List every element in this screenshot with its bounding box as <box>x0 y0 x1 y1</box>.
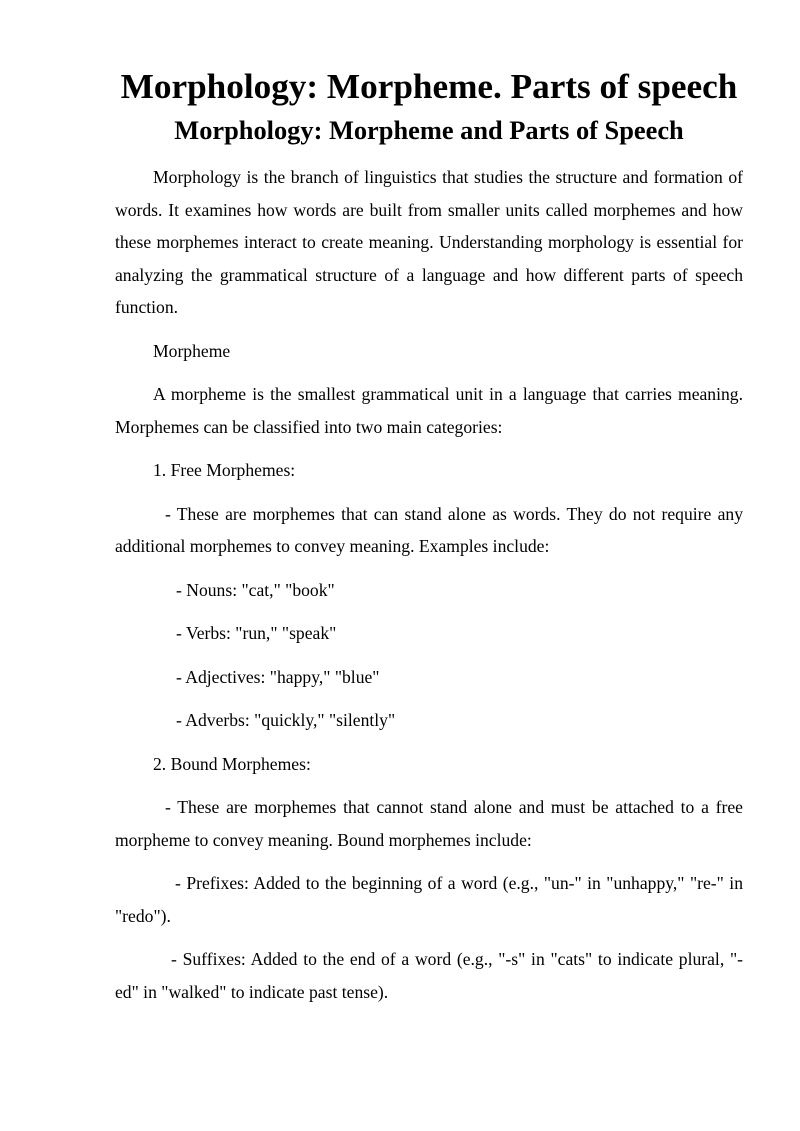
free-example-adverbs: - Adverbs: "quickly," "silently" <box>176 710 396 730</box>
free-morphemes-heading: 1. Free Morphemes: <box>153 460 296 480</box>
free-example-nouns: - Nouns: "cat," "book" <box>176 579 335 600</box>
free-example-verbs: - Verbs: "run," "speak" <box>176 623 337 643</box>
morpheme-definition-paragraph: A morpheme is the smallest grammatical unit in a language that carries meaning. Morphemes can be classified into two main categories: <box>115 384 743 437</box>
bound-suffixes-item: - Suffixes: Added to the end of a word (e.g., "-s" in "cats" to indicate plural, "-ed" in "walked" to indicate past tense). <box>115 949 743 1002</box>
bound-prefixes-item: - Prefixes: Added to the beginning of a word (e.g., "un-" in "unhappy," "re-" in "redo"). <box>115 873 743 926</box>
free-example-adjectives: - Adjectives: "happy," "blue" <box>176 666 380 687</box>
document-subtitle: Morphology: Morpheme and Parts of Speech <box>174 115 684 145</box>
document-title: Morphology: Morpheme. Parts of speech <box>120 67 738 106</box>
free-morphemes-description: - These are morphemes that can stand alone as words. They do not require any additional morphemes to convey meaning. Examples include: <box>115 503 743 556</box>
section-heading-morpheme: Morpheme <box>153 340 231 361</box>
intro-paragraph: Morphology is the branch of linguistics that studies the structure and formation of words. It examines how words are built from smaller units called morphemes and how these morphemes interact to create meaning. Understanding morphology is essential for analyzing the grammatical structure of a language and how different parts of speech function. <box>115 167 743 317</box>
bound-morphemes-description: - These are morphemes that cannot stand alone and must be attached to a free morpheme to convey meaning. Bound morphemes include: <box>115 797 743 850</box>
bound-morphemes-heading: 2. Bound Morphemes: <box>153 753 311 774</box>
